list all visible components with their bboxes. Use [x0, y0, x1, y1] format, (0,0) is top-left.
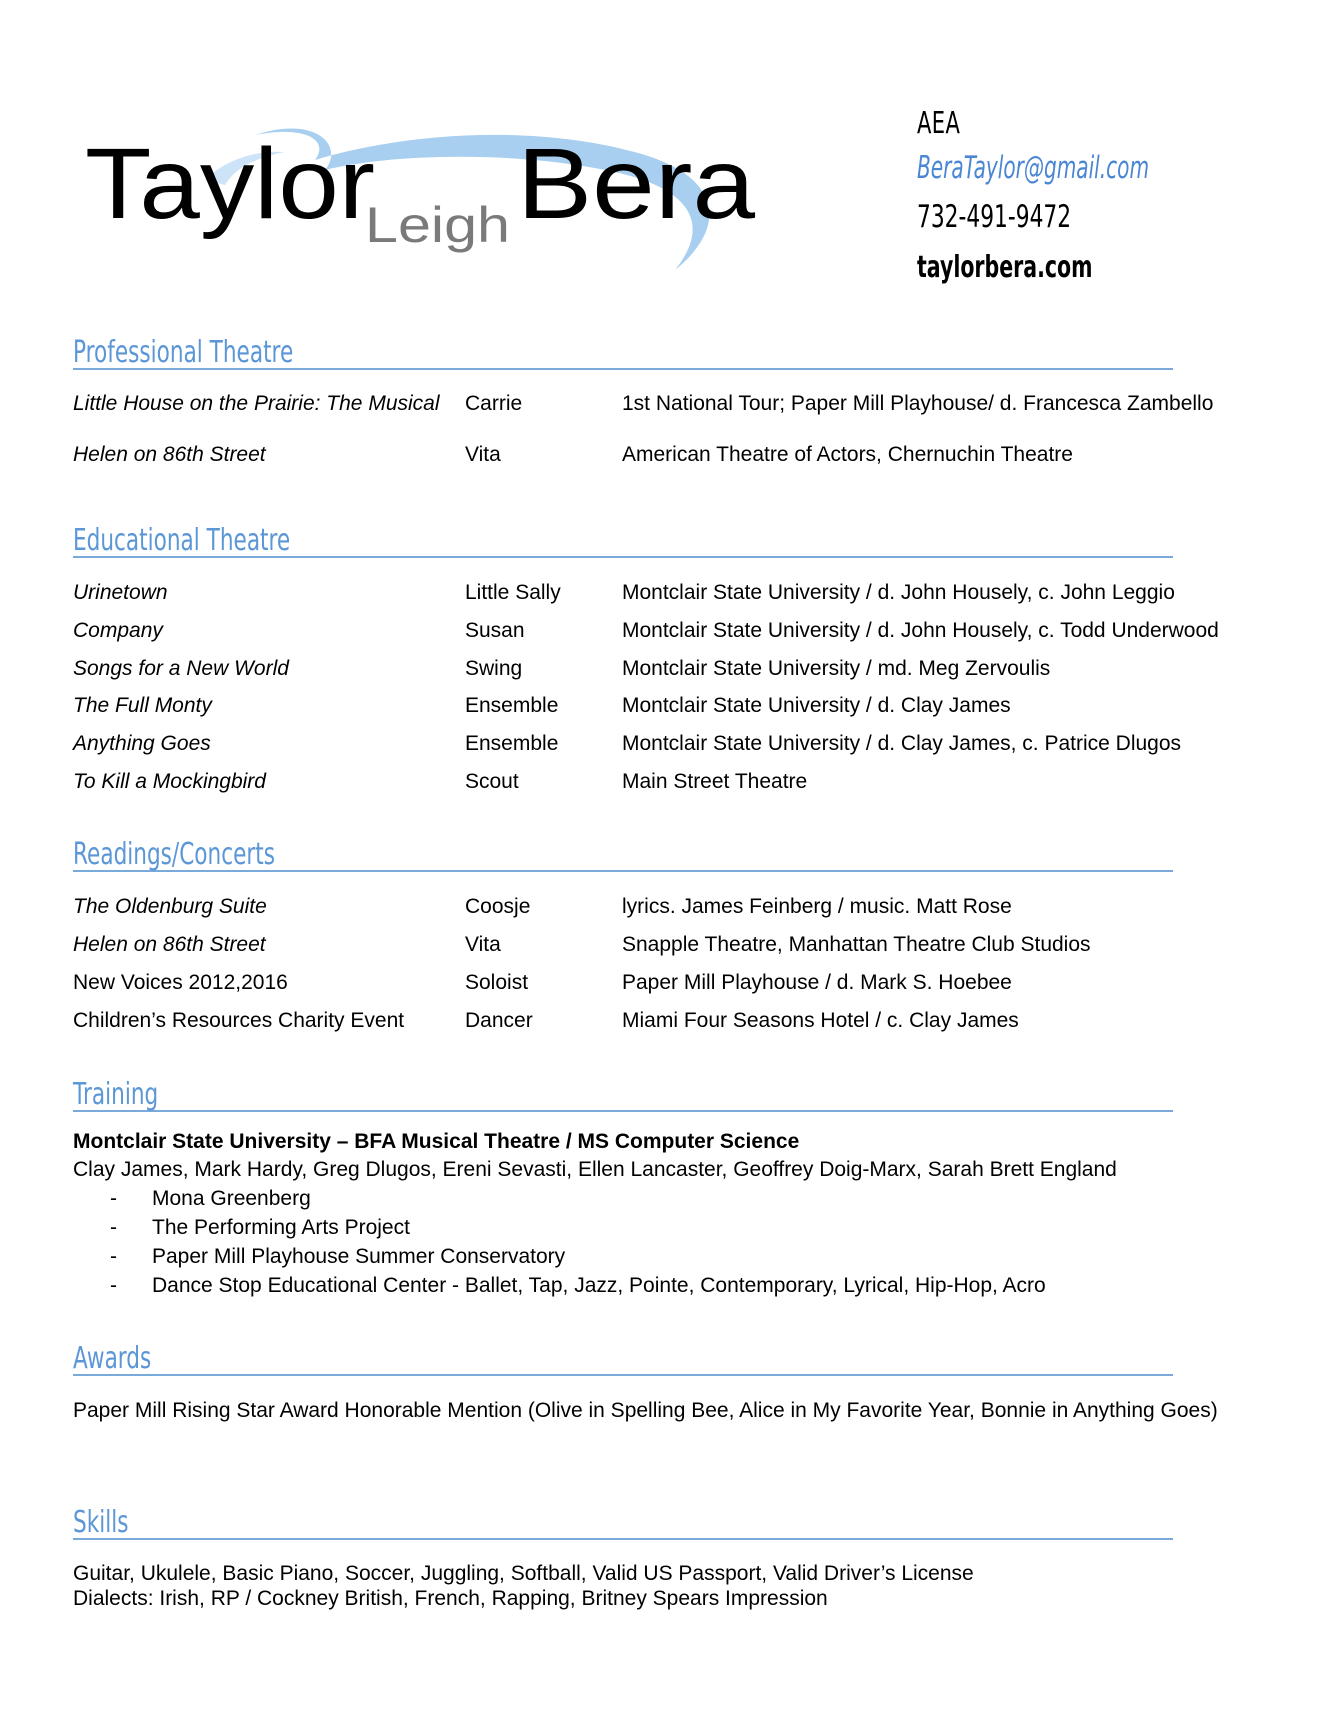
- credit-role: Carrie: [465, 392, 523, 415]
- awards-text: Paper Mill Rising Star Award Honorable Mention (Olive in Spelling Bee, Alice in My Favorite Year, Bonnie in Anything Goes): [73, 1399, 1218, 1422]
- name-logo: [85, 110, 845, 300]
- bullet-dash: -: [110, 1216, 117, 1239]
- credit-role: Swing: [465, 657, 523, 680]
- credit-venue: Paper Mill Playhouse / d. Mark S. Hoebee: [622, 971, 1012, 994]
- last-name: Bera: [517, 128, 756, 240]
- website-link[interactable]: taylorbera.com: [917, 250, 1093, 285]
- credit-row: [73, 692, 1253, 720]
- section-heading-educational: Educational Theatre: [73, 516, 1173, 558]
- credit-role: Coosje: [465, 895, 531, 918]
- credit-title: Children’s Resources Charity Event: [73, 1009, 405, 1032]
- credit-role: Ensemble: [465, 732, 559, 755]
- credit-title: The Oldenburg Suite: [73, 895, 267, 918]
- credit-row: [73, 768, 1253, 796]
- credit-venue: Montclair State University / d. Clay James: [622, 694, 1011, 717]
- dialects-line: Dialects: Irish, RP / Cockney British, French, Rapping, Britney Spears Impression: [73, 1587, 828, 1610]
- credit-venue: 1st National Tour; Paper Mill Playhouse/ d. Francesca Zambello: [622, 392, 1214, 415]
- credit-row: [73, 579, 1253, 607]
- credit-venue: lyrics. James Feinberg / music. Matt Rose: [622, 895, 1012, 918]
- credit-title: Helen on 86th Street: [73, 933, 266, 956]
- credit-row: [73, 1007, 1253, 1035]
- credit-role: Susan: [465, 619, 525, 642]
- phone-number: 732-491-9472: [917, 199, 1072, 235]
- credit-row: [73, 893, 1253, 921]
- section-heading-training: Training: [73, 1070, 1173, 1112]
- skills-line: Guitar, Ukulele, Basic Piano, Soccer, Juggling, Softball, Valid US Passport, Valid Driver’s License: [73, 1562, 974, 1585]
- credit-row: [73, 390, 1253, 418]
- email-link[interactable]: BeraTaylor@gmail.com: [917, 150, 1150, 186]
- credit-title: Helen on 86th Street: [73, 443, 266, 466]
- credit-title: Little House on the Prairie: The Musical: [73, 392, 440, 415]
- credit-venue: Montclair State University / d. John Housely, c. John Leggio: [622, 581, 1175, 604]
- credit-title: To Kill a Mockingbird: [73, 770, 266, 793]
- union-affiliation: AEA: [917, 106, 961, 141]
- bullet-dash: -: [110, 1274, 117, 1297]
- credit-row: [73, 655, 1253, 683]
- resume-page: Taylor Leigh Bera AEA BeraTaylor@gmail.com 732-491-9472 taylorbera.com Professional Theatre Little House on the Prairie: The Musical Carrie 1st National Tour; Paper Mill Playhouse/ d. Francesca Zambello Helen on 86th Street Vita American Theatre of Actors, Chernuchin Theatre Educational Theatre Urinetown Little Sally Montclair State University / d. John Housely, c. John Leggio Company Susan Montclair State University / d. John Housely, c. Todd Underwood Songs for a New World Swing Montclair State University / md. Meg Zervoulis The Full Monty Ensemble Montclair State University / d. Clay James Anything Goes Ensemble Montclair State University / d. Clay James, c. Patrice Dlugos To Kill a Mockingbird Scout Main Street Theatre Readings/Concerts The Oldenburg Suite Coosje lyrics. James Feinberg / music. Matt Rose Helen on 86th Street Vita Snapple Theatre, Manhattan Theatre Club Studios New Voices 2012,2016 Soloist Paper Mill Playhouse / d. Mark S. Hoebee Children’s Resources Charity Event Dancer Miami Four Seasons Hotel / c. Clay James Training Montclair State University – BFA Musical Theatre / MS Computer Science Clay James, Mark Hardy, Greg Dlugos, Ereni Sevasti, Ellen Lancaster, Geoffrey Doig-Marx, Sarah Brett England - Mona Greenberg - The Performing Arts Project - Paper Mill Playhouse Summer Conservatory - Dance Stop Educational Center - Ballet, Tap, Jazz, Pointe, Contemporary, Lyrical, Hip-Hop, Acro Awards Paper Mill Rising Star Award Honorable Mention (Olive in Spelling Bee, Alice in My Favorite Year, Bonnie in Anything Goes) Skills Guitar, Ukulele, Basic Piano, Soccer, Juggling, Softball, Valid US Passport, Valid Driver’s License Dialects: Irish, RP / Cockney British, French, Rapping, Britney Spears Impression: [0, 0, 1324, 1710]
- section-heading-readings: Readings/Concerts: [73, 830, 1173, 872]
- section-heading-professional: Professional Theatre: [73, 328, 1173, 370]
- training-school: Montclair State University – BFA Musical Theatre / MS Computer Science: [73, 1130, 800, 1153]
- credit-role: Little Sally: [465, 581, 561, 604]
- middle-name: Leigh: [365, 197, 510, 253]
- credit-role: Soloist: [465, 971, 529, 994]
- training-teachers: Clay James, Mark Hardy, Greg Dlugos, Ereni Sevasti, Ellen Lancaster, Geoffrey Doig-Marx, Sarah Brett England: [73, 1158, 1117, 1181]
- contact-block: [917, 104, 1297, 294]
- credit-row: [73, 617, 1253, 645]
- credit-venue: Main Street Theatre: [622, 770, 808, 793]
- credit-title: Songs for a New World: [73, 657, 289, 680]
- credit-venue: Montclair State University / d. John Housely, c. Todd Underwood: [622, 619, 1219, 642]
- credit-title: The Full Monty: [73, 694, 212, 717]
- section-heading-awards: Awards: [73, 1334, 1173, 1376]
- credit-venue: Miami Four Seasons Hotel / c. Clay James: [622, 1009, 1019, 1032]
- credit-title: New Voices 2012,2016: [73, 971, 288, 994]
- first-name: Taylor: [85, 128, 375, 240]
- credit-row: [73, 730, 1253, 758]
- credit-role: Dancer: [465, 1009, 533, 1032]
- credit-venue: American Theatre of Actors, Chernuchin Theatre: [622, 443, 1073, 466]
- credit-role: Vita: [465, 443, 501, 466]
- credit-venue: Montclair State University / md. Meg Zervoulis: [622, 657, 1051, 680]
- credit-title: Company: [73, 619, 163, 642]
- section-heading-skills: Skills: [73, 1498, 1173, 1540]
- bullet-dash: -: [110, 1245, 117, 1268]
- credit-venue: Snapple Theatre, Manhattan Theatre Club Studios: [622, 933, 1091, 956]
- bullet-dash: -: [110, 1187, 117, 1210]
- credit-row: [73, 931, 1253, 959]
- credit-role: Vita: [465, 933, 501, 956]
- credit-venue: Montclair State University / d. Clay James, c. Patrice Dlugos: [622, 732, 1182, 755]
- credit-role: Ensemble: [465, 694, 559, 717]
- credit-role: Scout: [465, 770, 519, 793]
- credit-row: [73, 969, 1253, 997]
- credit-row: [73, 441, 1253, 469]
- credit-title: Urinetown: [73, 581, 168, 604]
- credit-title: Anything Goes: [73, 732, 211, 755]
